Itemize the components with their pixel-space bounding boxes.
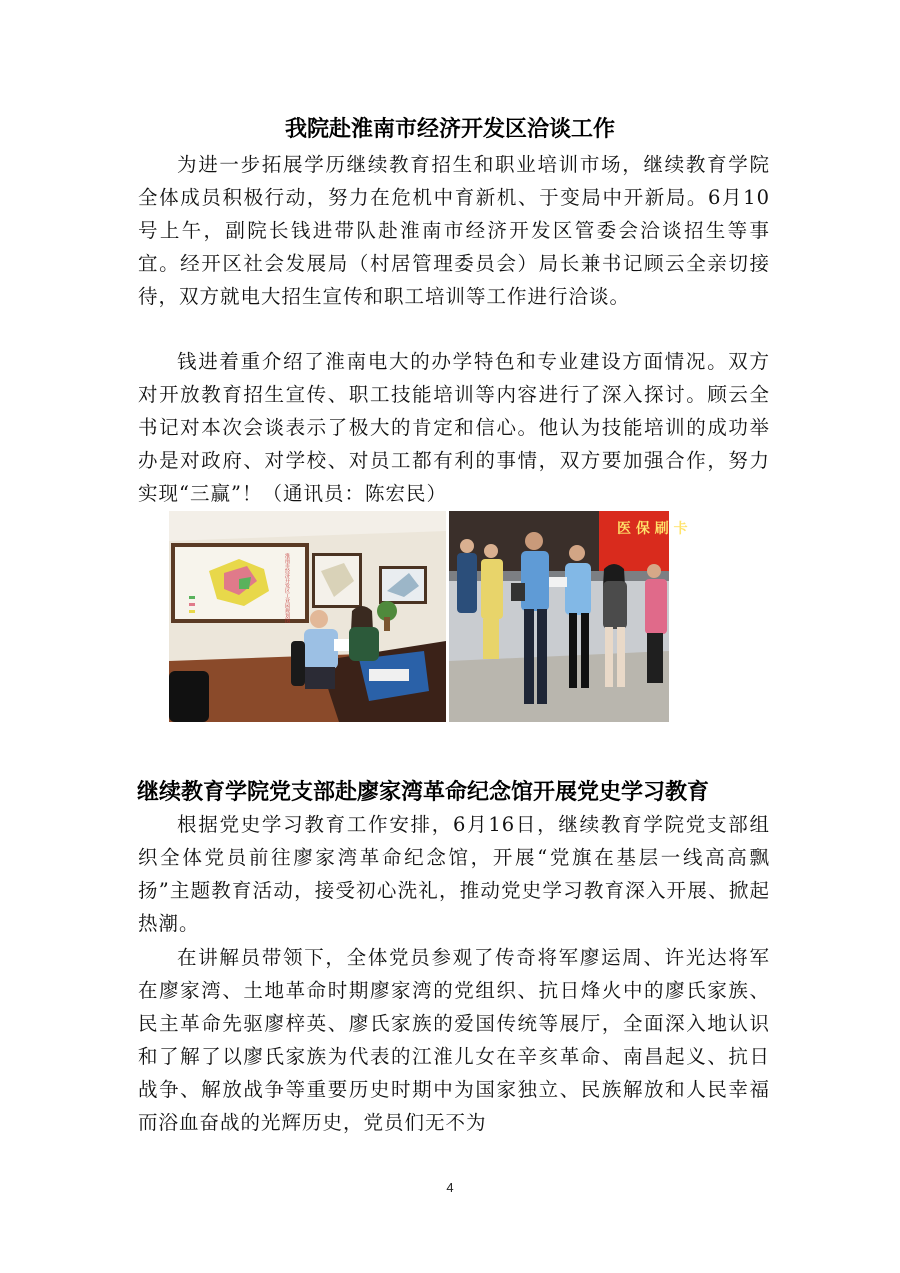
wall-map-text: 淮南市经济开发区工业园规划图: [284, 553, 290, 623]
article-1-paragraph-2: 钱进着重介绍了淮南电大的办学特色和专业建设方面情况。双方对开放教育招生宣传、职工技能培训等内容进行了深入探讨。顾云全书记对本次会谈表示了极大的肯定和信心。他认为技能培训的成功举办是对政府、对学校、对员工都有利的事情，双方要加强合作，努力实现“三赢”！（通讯员：陈宏民）: [138, 350, 770, 505]
article-1-photos: [169, 511, 688, 722]
article-1-paragraph-1: 为进一步拓展学历继续教育招生和职业培训市场，继续教育学院全体成员积极行动，努力在危机中育新机、于变局中开新局。6月10号上午，副院长钱进带队赴淮南市经济开发区管委会洽谈招生等事宜。经开区社会发展局（村居管理委员会）局长兼书记顾云全亲切接待，双方就电大招生宣传和职工培训等工作进行洽谈。: [138, 153, 770, 308]
meeting-photo: [169, 511, 446, 722]
article-1-title: 我院赴淮南市经济开发区洽谈工作: [284, 117, 615, 142]
promotion-photo: [449, 511, 688, 722]
article-2-paragraph-2: 在讲解员带领下，全体党员参观了传奇将军廖运周、许光达将军在廖家湾、土地革命时期廖家湾的党组织、抗日烽火中的廖氏家族、民主革命先驱廖梓英、廖氏家族的爱国传统等展厅，全面深入地认识和了解了以廖氏家族为代表的江淮儿女在辛亥革命、南昌起义、抗日战争、解放战争等重要历史时期中为国家独立、民族解放和人民幸福而浴血奋战的光辉历史，党员们无不为: [138, 946, 770, 1134]
article-2-paragraph-1: 根据党史学习教育工作安排，6月16日，继续教育学院党支部组织全体党员前往廖家湾革命纪念馆，开展“党旗在基层一线高高飘扬”主题教育活动，接受初心洗礼，推动党史学习教育深入开展、掀起热潮。: [138, 813, 770, 935]
page-number: 4: [446, 1180, 454, 1195]
article-2-title: 继续教育学院党支部赴廖家湾革命纪念馆开展党史学习教育: [137, 780, 710, 805]
banner-text: 医 保 刷 卡: [617, 521, 688, 537]
